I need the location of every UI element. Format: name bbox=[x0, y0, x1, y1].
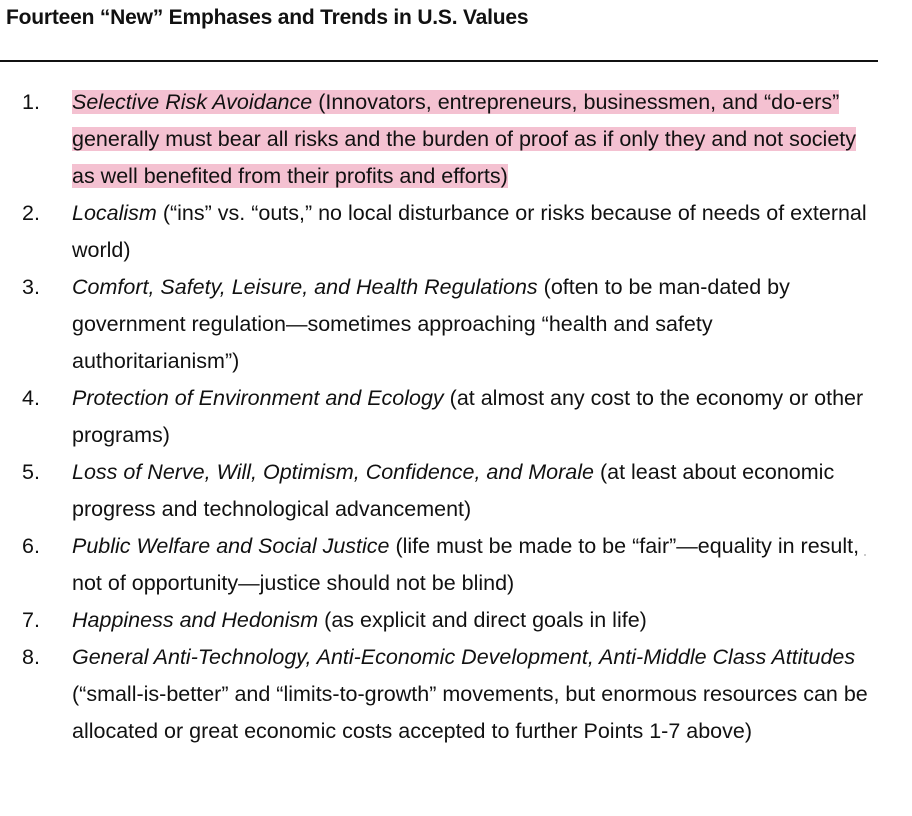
item-description: (“ins” vs. “outs,” no local disturbance or risks because of needs of external world) bbox=[72, 201, 867, 262]
item-number: 4. bbox=[22, 386, 40, 410]
item-term: Selective Risk Avoidance bbox=[72, 90, 313, 114]
item-description: (often to be man-dated by government regulation—sometimes approaching “health and safety authoritarianism”) bbox=[72, 275, 790, 373]
highlighted-text bbox=[72, 90, 856, 188]
list-item bbox=[0, 84, 880, 195]
item-number: 7. bbox=[22, 608, 40, 632]
item-description: (as explicit and direct goals in life) bbox=[318, 608, 647, 632]
item-number: 8. bbox=[22, 645, 40, 669]
list-item bbox=[0, 639, 880, 750]
item-term: Happiness and Hedonism bbox=[72, 608, 319, 632]
item-number: 1. bbox=[22, 90, 40, 114]
list-item bbox=[0, 195, 880, 269]
list-item bbox=[0, 269, 880, 380]
page-title: Fourteen “New” Emphases and Trends in U.S. Values bbox=[6, 6, 529, 29]
item-term: Protection of Environment and Ecology bbox=[72, 386, 444, 410]
item-description: (life must be made to be “fair”—equality in result, not of opportunity—justice should not be blind) bbox=[72, 534, 860, 595]
item-term: Localism bbox=[72, 201, 157, 225]
scan-speck bbox=[864, 554, 866, 556]
item-term: Loss of Nerve, Will, Optimism, Confidence, and Morale bbox=[72, 460, 594, 484]
item-description: (“small-is-better” and “limits-to-growth” movements, but enormous resources can be allocated or great economic costs accepted to further Points 1-7 above) bbox=[72, 682, 868, 743]
item-number: 2. bbox=[22, 201, 40, 225]
list-item bbox=[0, 380, 880, 454]
item-description: (Innovators, entrepreneurs, businessmen, and “do-ers” generally must bear all risks and the burden of proof as if only they and not society as well benefited from their profits and efforts) bbox=[72, 90, 856, 188]
item-number: 6. bbox=[22, 534, 40, 558]
list-item bbox=[0, 602, 880, 639]
list-item bbox=[0, 454, 880, 528]
item-number: 5. bbox=[22, 460, 40, 484]
item-term: Public Welfare and Social Justice bbox=[72, 534, 390, 558]
item-description: (at least about economic progress and technological advancement) bbox=[72, 460, 835, 521]
item-description: (at almost any cost to the economy or other programs) bbox=[72, 386, 864, 447]
item-number: 3. bbox=[22, 275, 40, 299]
item-term: General Anti-Technology, Anti-Economic Development, Anti-Middle Class Attitudes bbox=[72, 645, 856, 669]
title-divider bbox=[0, 60, 878, 62]
item-term: Comfort, Safety, Leisure, and Health Regulations bbox=[72, 275, 538, 299]
values-list bbox=[0, 84, 880, 750]
list-item bbox=[0, 528, 880, 602]
